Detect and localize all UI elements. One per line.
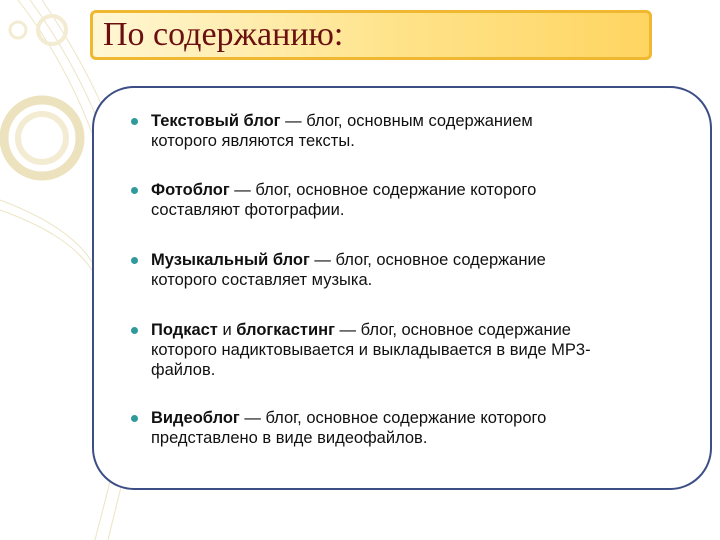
item-line xyxy=(151,408,690,428)
bullet-icon xyxy=(131,257,138,264)
item-conjunction: и xyxy=(217,321,237,339)
item-line xyxy=(151,250,690,270)
title-banner xyxy=(90,10,652,60)
item-line xyxy=(151,111,690,131)
item-term: Видеоблог xyxy=(151,409,240,427)
item-term: Музыкальный блог xyxy=(151,251,310,269)
list-item-music-blog xyxy=(151,250,690,290)
item-line xyxy=(151,180,690,200)
item-term: Подкаст xyxy=(151,321,218,339)
item-definition: — блог, основное содержание xyxy=(334,321,571,339)
item-line xyxy=(151,320,690,340)
item-line: которого надиктовывается и выкладывается в виде MP3- xyxy=(151,341,591,359)
item-definition: — блог, основное содержание которого xyxy=(229,181,537,199)
item-definition: — блог, основным содержанием xyxy=(280,112,533,130)
item-line: которого составляет музыка. xyxy=(151,271,373,289)
bullet-icon xyxy=(131,327,138,334)
content-panel xyxy=(92,86,712,490)
item-line: составляют фотографии. xyxy=(151,201,345,219)
item-definition: — блог, основное содержание которого xyxy=(239,409,547,427)
item-line: файлов. xyxy=(151,361,216,379)
item-term: Текстовый блог xyxy=(151,112,281,130)
bullet-icon xyxy=(131,187,138,194)
list-item-text-blog xyxy=(151,111,690,151)
list-item-videoblog xyxy=(151,408,690,448)
page-title: По содержанию: xyxy=(103,16,344,53)
bullet-icon xyxy=(131,118,138,125)
item-line: которого являются тексты. xyxy=(151,132,355,150)
item-definition: — блог, основное содержание xyxy=(309,251,546,269)
list-item-podcast xyxy=(151,320,690,380)
bullet-icon xyxy=(131,415,138,422)
decorative-rings-icon xyxy=(4,16,80,176)
item-term: Фотоблог xyxy=(151,181,230,199)
list-item-photoblog xyxy=(151,180,690,220)
item-line: представлено в виде видеофайлов. xyxy=(151,429,428,447)
item-term-secondary: блогкастинг xyxy=(236,321,335,339)
